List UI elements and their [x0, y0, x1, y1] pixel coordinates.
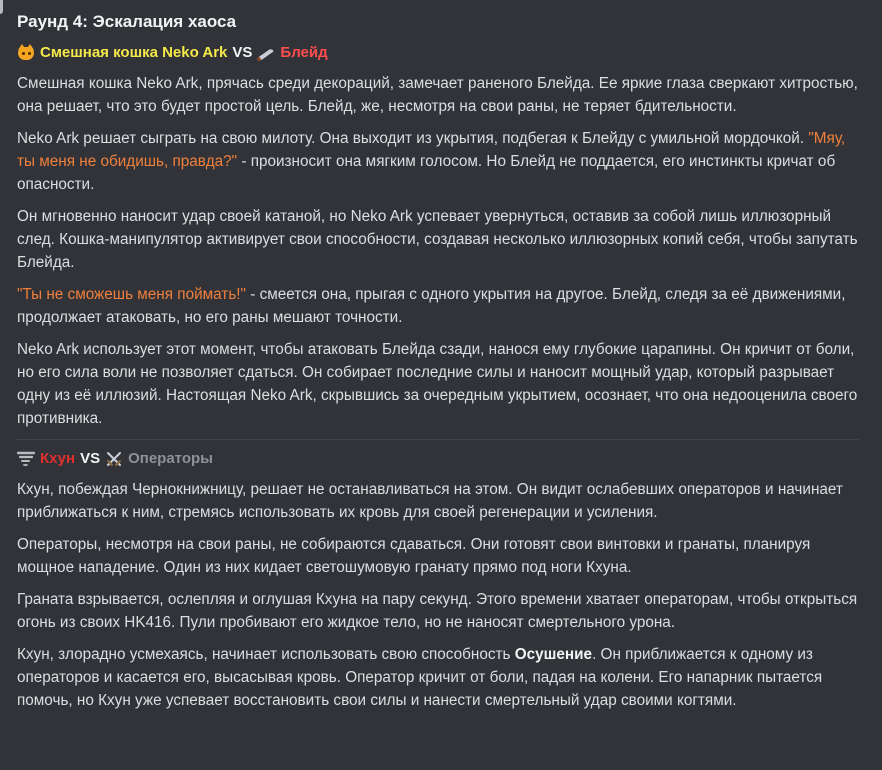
fight1-paragraph-2 [17, 127, 862, 196]
fight1-p2-text-a: Neko Ark решает сыграть на свою милоту. Она выходит из укрытия, подбегая к Блейду с умильной мордочкой. [17, 130, 809, 147]
fight2-p4-text-b: . Он приближается к одному из операторов и касается его, высасывая кровь. Оператор кричит от боли, падая на колени. Его напарник пытается помочь, но Кхун уже успевает восстановить свои силы и нанести смертельный удар своими когтями. [17, 646, 823, 709]
fight1-paragraph-3: Он мгновенно наносит удар своей катаной, но Neko Ark успевает увернуться, оставив за собой лишь иллюзорный след. Кошка-манипулятор активирует свои способности, создавая несколько иллюзорных копий себя, чтобы запутать Блейда. [17, 208, 858, 271]
tornado-icon [17, 450, 35, 468]
knife-icon [257, 44, 275, 62]
scroll-edge-accent [0, 0, 3, 14]
fight1-paragraph-1: Смешная кошка Neko Ark, прячась среди декораций, замечает раненого Блейда. Ее яркие глаза сверкают хитростью, она решает, что это будет простой цель. Блейд, же, несмотря на свои раны, не теряет бдительности. [17, 75, 858, 115]
section-divider [17, 439, 859, 440]
fight1-p2-text-b: - произносит она мягким голосом. Но Блейд не поддается, его инстинкты кричат об опасности. [17, 153, 836, 193]
fight2-paragraph-3: Граната взрывается, ослепляя и оглушая Кхуна на пару секунд. Этого времени хватает операторам, чтобы открыться огонь из своих HK416. Пули пробивают его жидкое тело, но не наносят смертельного урона. [17, 591, 858, 631]
ability-name: Осушение [514, 646, 593, 663]
cat-face-icon [17, 44, 35, 62]
round-title: Раунд 4: Эскалация хаоса [17, 12, 237, 31]
fighter-khun: Кхун [40, 450, 76, 467]
fight1-p4-quote: "Ты не сможешь меня поймать!" [17, 286, 246, 303]
fighter-operators: Операторы [128, 450, 213, 467]
fighter-neko-ark: Смешная кошка Neko Ark [40, 44, 228, 61]
fight2-paragraph-1: Кхун, побеждая Чернокнижницу, решает не останавливаться на этом. Он видит ослабевших операторов и начинает приближаться к ним, стремясь использовать их кровь для своей регенерации и усиления. [17, 481, 843, 521]
message-content [17, 9, 862, 721]
fight2-p4-text-a: Кхун, злорадно усмехаясь, начинает использовать свою способность [17, 646, 515, 663]
fight2-matchup [17, 449, 862, 469]
crossed-swords-icon [105, 450, 123, 468]
fight1-paragraph-4 [17, 283, 862, 329]
fighter-blade: Блейд [280, 44, 328, 61]
fight1-paragraph-5: Neko Ark использует этот момент, чтобы атаковать Блейда сзади, нанося ему глубокие царапины. Он кричит от боли, но его сила воли не позволяет сдаться. Он собирает последние силы и наносит мощный удар, который разрывает одну из её иллюзий. Настоящая Neko Ark, скрывшись за очередным укрытием, осознает, что она недооценила своего противника. [17, 341, 858, 427]
vs-label: VS [232, 44, 253, 61]
fight2-paragraph-2: Операторы, несмотря на свои раны, не собираются сдаваться. Они готовят свои винтовки и гранаты, планируя мощное нападение. Один из них кидает светошумовую гранату прямо под ноги Кхуна. [17, 536, 811, 576]
fight1-matchup [17, 43, 862, 63]
vs-label: VS [80, 450, 101, 467]
fight1-p2-quote: "Мяу, ты меня не обидишь, правда?" [17, 130, 846, 170]
fight1-p4-text-b: - смеется она, прыгая с одного укрытия на другое. Блейд, следя за её движениями, продолжает атаковать, но его раны мешают точности. [17, 286, 846, 326]
fight2-paragraph-4 [17, 643, 862, 712]
